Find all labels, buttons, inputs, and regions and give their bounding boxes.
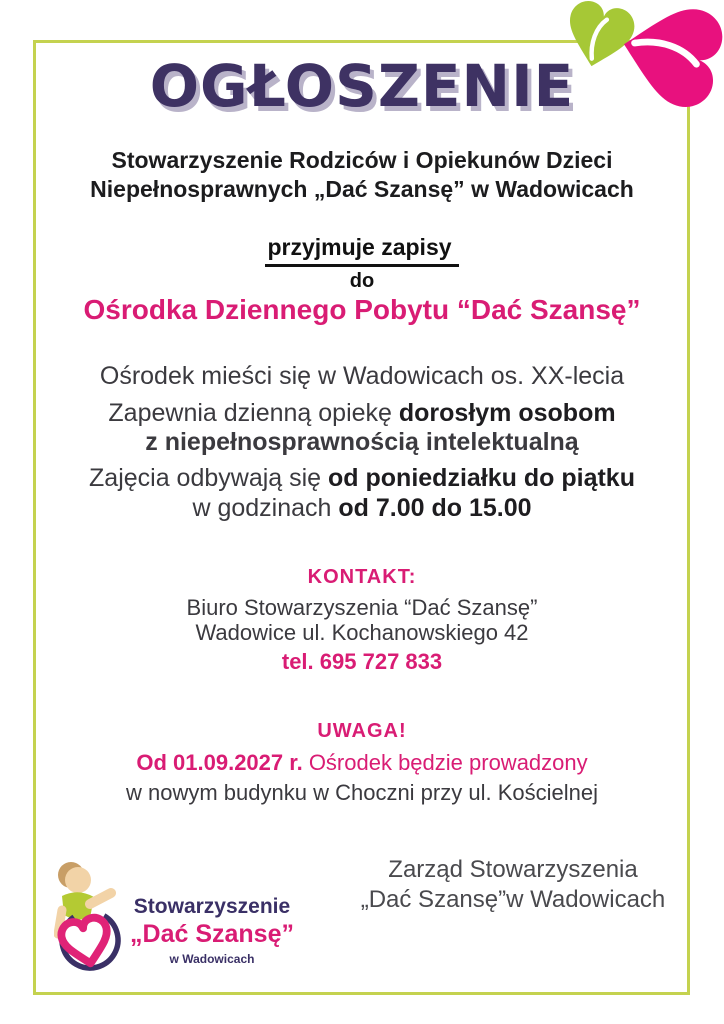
notice-rest-text: Ośrodek będzie prowadzony	[302, 750, 588, 775]
hours-bold-text: od 7.00 do 15.00	[338, 494, 532, 522]
signature-line2: „Dać Szansę”w Wadowicach	[360, 886, 666, 913]
center-name-heading: Ośrodka Dziennego Pobytu “Dać Szansę”	[83, 294, 641, 325]
notice-line1	[0, 750, 724, 776]
subtitle-line1: Stowarzyszenie Rodziców i Opiekunów Dzieci	[111, 147, 613, 173]
contact-office-line: Biuro Stowarzyszenia “Dać Szansę”	[186, 595, 538, 620]
location-line: Ośrodek mieści się w Wadowicach os. XX-lecia	[99, 362, 625, 390]
enrollment-heading	[0, 234, 724, 267]
hours-regular-text: w godzinach	[192, 494, 339, 522]
care-line2: z niepełnosprawnością intelektualną	[145, 428, 579, 456]
logo-line3: w Wadowicach	[169, 952, 255, 966]
green-heart-icon	[560, 0, 638, 74]
notice-heading: UWAGA!	[317, 720, 407, 742]
care-regular-text: Zapewnia dzienną opiekę	[108, 399, 399, 427]
notice-date-bold: Od 01.09.2027 r.	[136, 750, 303, 775]
schedule-regular-text: Zajęcia odbywają się	[89, 464, 329, 492]
logo-line1: Stowarzyszenie	[133, 895, 291, 918]
logo-line2: „Dać Szansę”	[130, 920, 294, 948]
signature-line1: Zarząd Stowarzyszenia	[388, 856, 638, 883]
contact-heading: KONTAKT:	[307, 566, 417, 588]
page-title: OGŁOSZENIE	[149, 52, 575, 120]
decorative-hearts	[552, 0, 724, 140]
association-logo	[54, 852, 324, 987]
care-bold-text: dorosłym osobom	[398, 399, 616, 427]
hours-line	[0, 494, 724, 523]
contact-address-line: Wadowice ul. Kochanowskiego 42	[195, 620, 529, 645]
association-subtitle	[0, 146, 724, 204]
notice-line2: w nowym budynku w Choczni przy ul. Kościelnej	[126, 780, 598, 805]
contact-phone: tel. 695 727 833	[281, 649, 443, 674]
logo-text	[112, 896, 312, 965]
signature-block	[340, 855, 686, 915]
enrollment-connector: do	[349, 270, 375, 292]
subtitle-line2: Niepełnosprawnych „Dać Szansę” w Wadowicach	[90, 176, 634, 202]
enrollment-underlined-text: przyjmuje zapisy	[265, 234, 458, 267]
care-line1	[0, 399, 724, 428]
schedule-bold-text: od poniedziałku do piątku	[328, 464, 635, 492]
schedule-line	[0, 464, 724, 493]
